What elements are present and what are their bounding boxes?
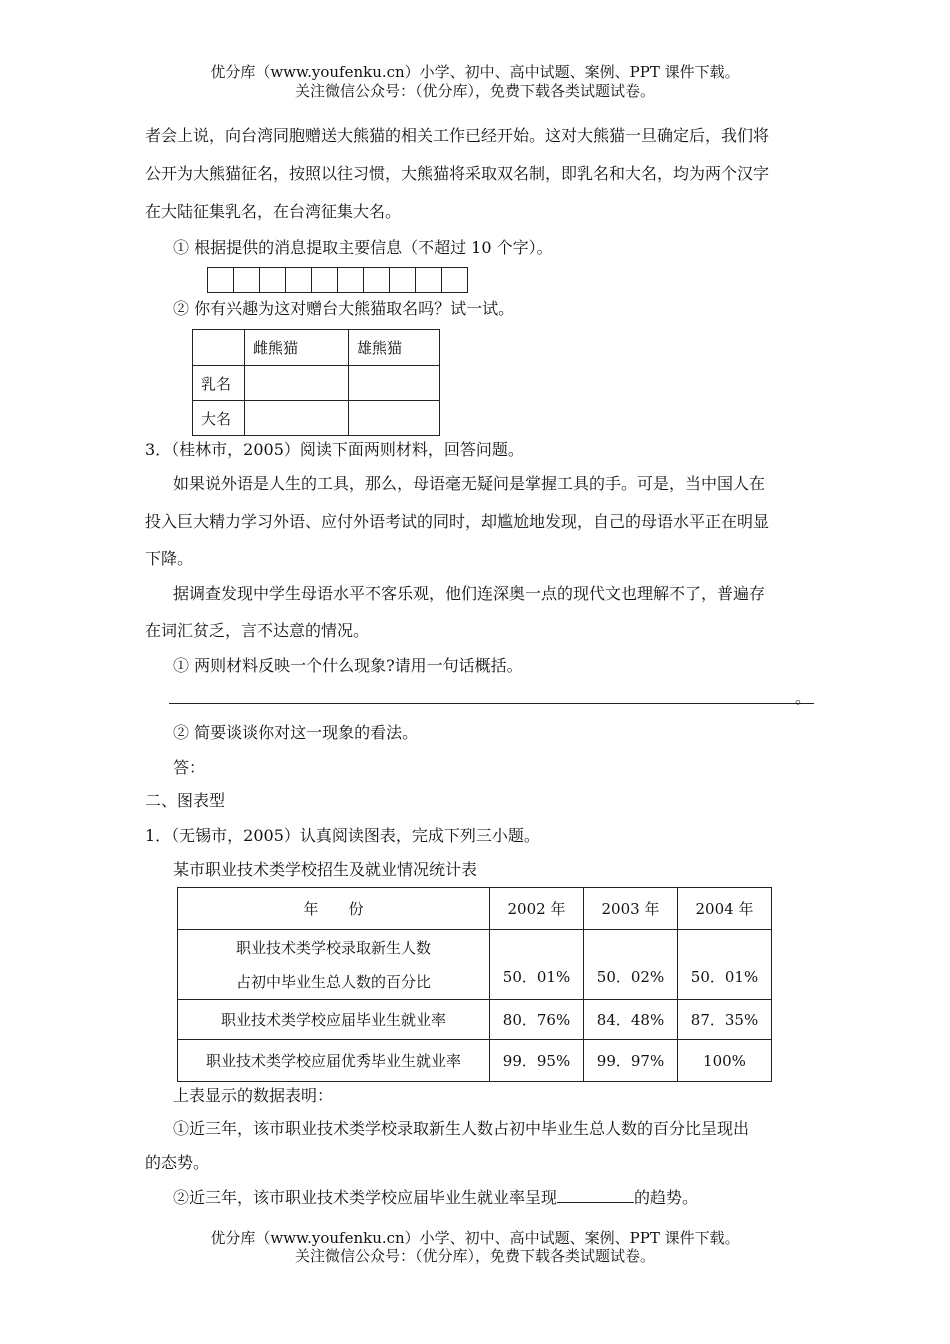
panda-names-table bbox=[192, 329, 440, 436]
row-label-enrollment-a: 职业技术类学校录取新生人数 bbox=[235, 938, 431, 957]
header-year-label: 年 份 bbox=[178, 888, 490, 930]
answer-box[interactable] bbox=[338, 268, 364, 293]
header-line-2: 关注微信公众号：（优分库），免费下载各类试题试卷。 bbox=[294, 82, 655, 100]
answer-box[interactable] bbox=[234, 268, 260, 293]
cell-value: 50．01% bbox=[678, 930, 772, 1000]
para1-line-1: 者会上说，向台湾同胞赠送大熊猫的相关工作已经开始。这对大熊猫一旦确定后，我们将 bbox=[145, 126, 770, 145]
answer-box[interactable] bbox=[442, 268, 468, 293]
header-year-2002: 2002 年 bbox=[490, 888, 584, 930]
row-label-top-employment: 职业技术类学校应届优秀毕业生就业率 bbox=[178, 1040, 490, 1082]
answer-boxes[interactable] bbox=[207, 267, 468, 293]
para1-line-2: 公开为大熊猫征名，按照以往习惯，大熊猫将采取双名制，即乳名和大名，均为两个汉字 bbox=[145, 164, 770, 183]
question-3-1: ① 两则材料反映一个什么现象?请用一句话概括。 bbox=[173, 656, 523, 675]
footer-line-2: 关注微信公众号：（优分库），免费下载各类试题试卷。 bbox=[294, 1247, 655, 1265]
names-corner-cell bbox=[193, 330, 245, 366]
para3-line-1: 据调查发现中学生母语水平不客乐观，他们连深奥一点的现代文也理解不了，普遍存 bbox=[173, 584, 766, 603]
answer-box[interactable] bbox=[416, 268, 442, 293]
answer-box[interactable] bbox=[286, 268, 312, 293]
footer-line-1: 优分库（www.youfenku.cn）小学、初中、高中试题、案例、PPT 课件下载。 bbox=[210, 1229, 740, 1247]
question-2-1-title: 1．（无锡市，2005）认真阅读图表，完成下列三小题。 bbox=[145, 826, 540, 845]
statement-2 bbox=[173, 1187, 698, 1208]
row-label-employment: 职业技术类学校应届毕业生就业率 bbox=[178, 1000, 490, 1040]
cell-value: 50．01% bbox=[490, 930, 584, 1000]
section-heading: 二、图表型 bbox=[145, 791, 226, 810]
enrollment-stats-table bbox=[177, 887, 772, 1082]
cell-value: 100% bbox=[678, 1040, 772, 1082]
row-formal-name: 大名 bbox=[193, 401, 245, 436]
cell-value: 50．02% bbox=[584, 930, 678, 1000]
cell-value: 99．95% bbox=[490, 1040, 584, 1082]
row-label-enrollment bbox=[178, 930, 490, 1000]
question-3-title: 3．（桂林市，2005）阅读下面两则材料，回答问题。 bbox=[145, 440, 524, 459]
name-input-cell[interactable] bbox=[245, 366, 349, 401]
row-milk-name: 乳名 bbox=[193, 366, 245, 401]
row-label-enrollment-b: 占初中毕业生总人数的百分比 bbox=[235, 972, 431, 991]
question-1-1: ① 根据提供的消息提取主要信息（不超过 10 个字）。 bbox=[173, 238, 553, 257]
col-female-panda: 雌熊猫 bbox=[245, 330, 349, 366]
answer-box[interactable] bbox=[260, 268, 286, 293]
para2-line-2: 投入巨大精力学习外语、应付外语考试的同时，却尴尬地发现，自己的母语水平正在明显 bbox=[145, 512, 770, 531]
cell-value: 80．76% bbox=[490, 1000, 584, 1040]
answer-box[interactable] bbox=[364, 268, 390, 293]
statement-2-blank[interactable] bbox=[557, 1187, 634, 1203]
name-input-cell[interactable] bbox=[349, 401, 440, 436]
answer-line-period: 。 bbox=[795, 688, 812, 707]
name-input-cell[interactable] bbox=[245, 401, 349, 436]
col-male-panda: 雄熊猫 bbox=[349, 330, 440, 366]
cell-value: 84．48% bbox=[584, 1000, 678, 1040]
question-3-2: ② 简要谈谈你对这一现象的看法。 bbox=[173, 723, 419, 742]
para2-line-3: 下降。 bbox=[145, 549, 194, 568]
header-year-2003: 2003 年 bbox=[584, 888, 678, 930]
answer-line[interactable] bbox=[169, 703, 814, 704]
answer-box[interactable] bbox=[208, 268, 234, 293]
table-caption: 某市职业技术类学校招生及就业情况统计表 bbox=[173, 860, 478, 879]
answer-box[interactable] bbox=[312, 268, 338, 293]
statement-1-line-2: 的态势。 bbox=[145, 1153, 210, 1172]
cell-value: 99．97% bbox=[584, 1040, 678, 1082]
statement-1-line-1: ①近三年，该市职业技术类学校录取新生人数占初中毕业生总人数的百分比呈现出 bbox=[173, 1119, 750, 1138]
answer-box[interactable] bbox=[390, 268, 416, 293]
statement-2-before: ②近三年，该市职业技术类学校应届毕业生就业率呈现 bbox=[173, 1188, 558, 1207]
header-year-2004: 2004 年 bbox=[678, 888, 772, 930]
header-line-1: 优分库（www.youfenku.cn）小学、初中、高中试题、案例、PPT 课件下载。 bbox=[210, 63, 740, 81]
name-input-cell[interactable] bbox=[349, 366, 440, 401]
para1-line-3: 在大陆征集乳名，在台湾征集大名。 bbox=[145, 202, 402, 221]
para2-line-1: 如果说外语是人生的工具，那么，母语毫无疑问是掌握工具的手。可是，当中国人在 bbox=[173, 474, 766, 493]
answer-label: 答： bbox=[173, 758, 206, 777]
statement-2-after: 的趋势。 bbox=[634, 1188, 699, 1207]
data-intro: 上表显示的数据表明： bbox=[173, 1086, 334, 1105]
para3-line-2: 在词汇贫乏，言不达意的情况。 bbox=[145, 621, 370, 640]
cell-value: 87．35% bbox=[678, 1000, 772, 1040]
question-1-2: ② 你有兴趣为这对赠台大熊猫取名吗？试一试。 bbox=[173, 299, 515, 318]
